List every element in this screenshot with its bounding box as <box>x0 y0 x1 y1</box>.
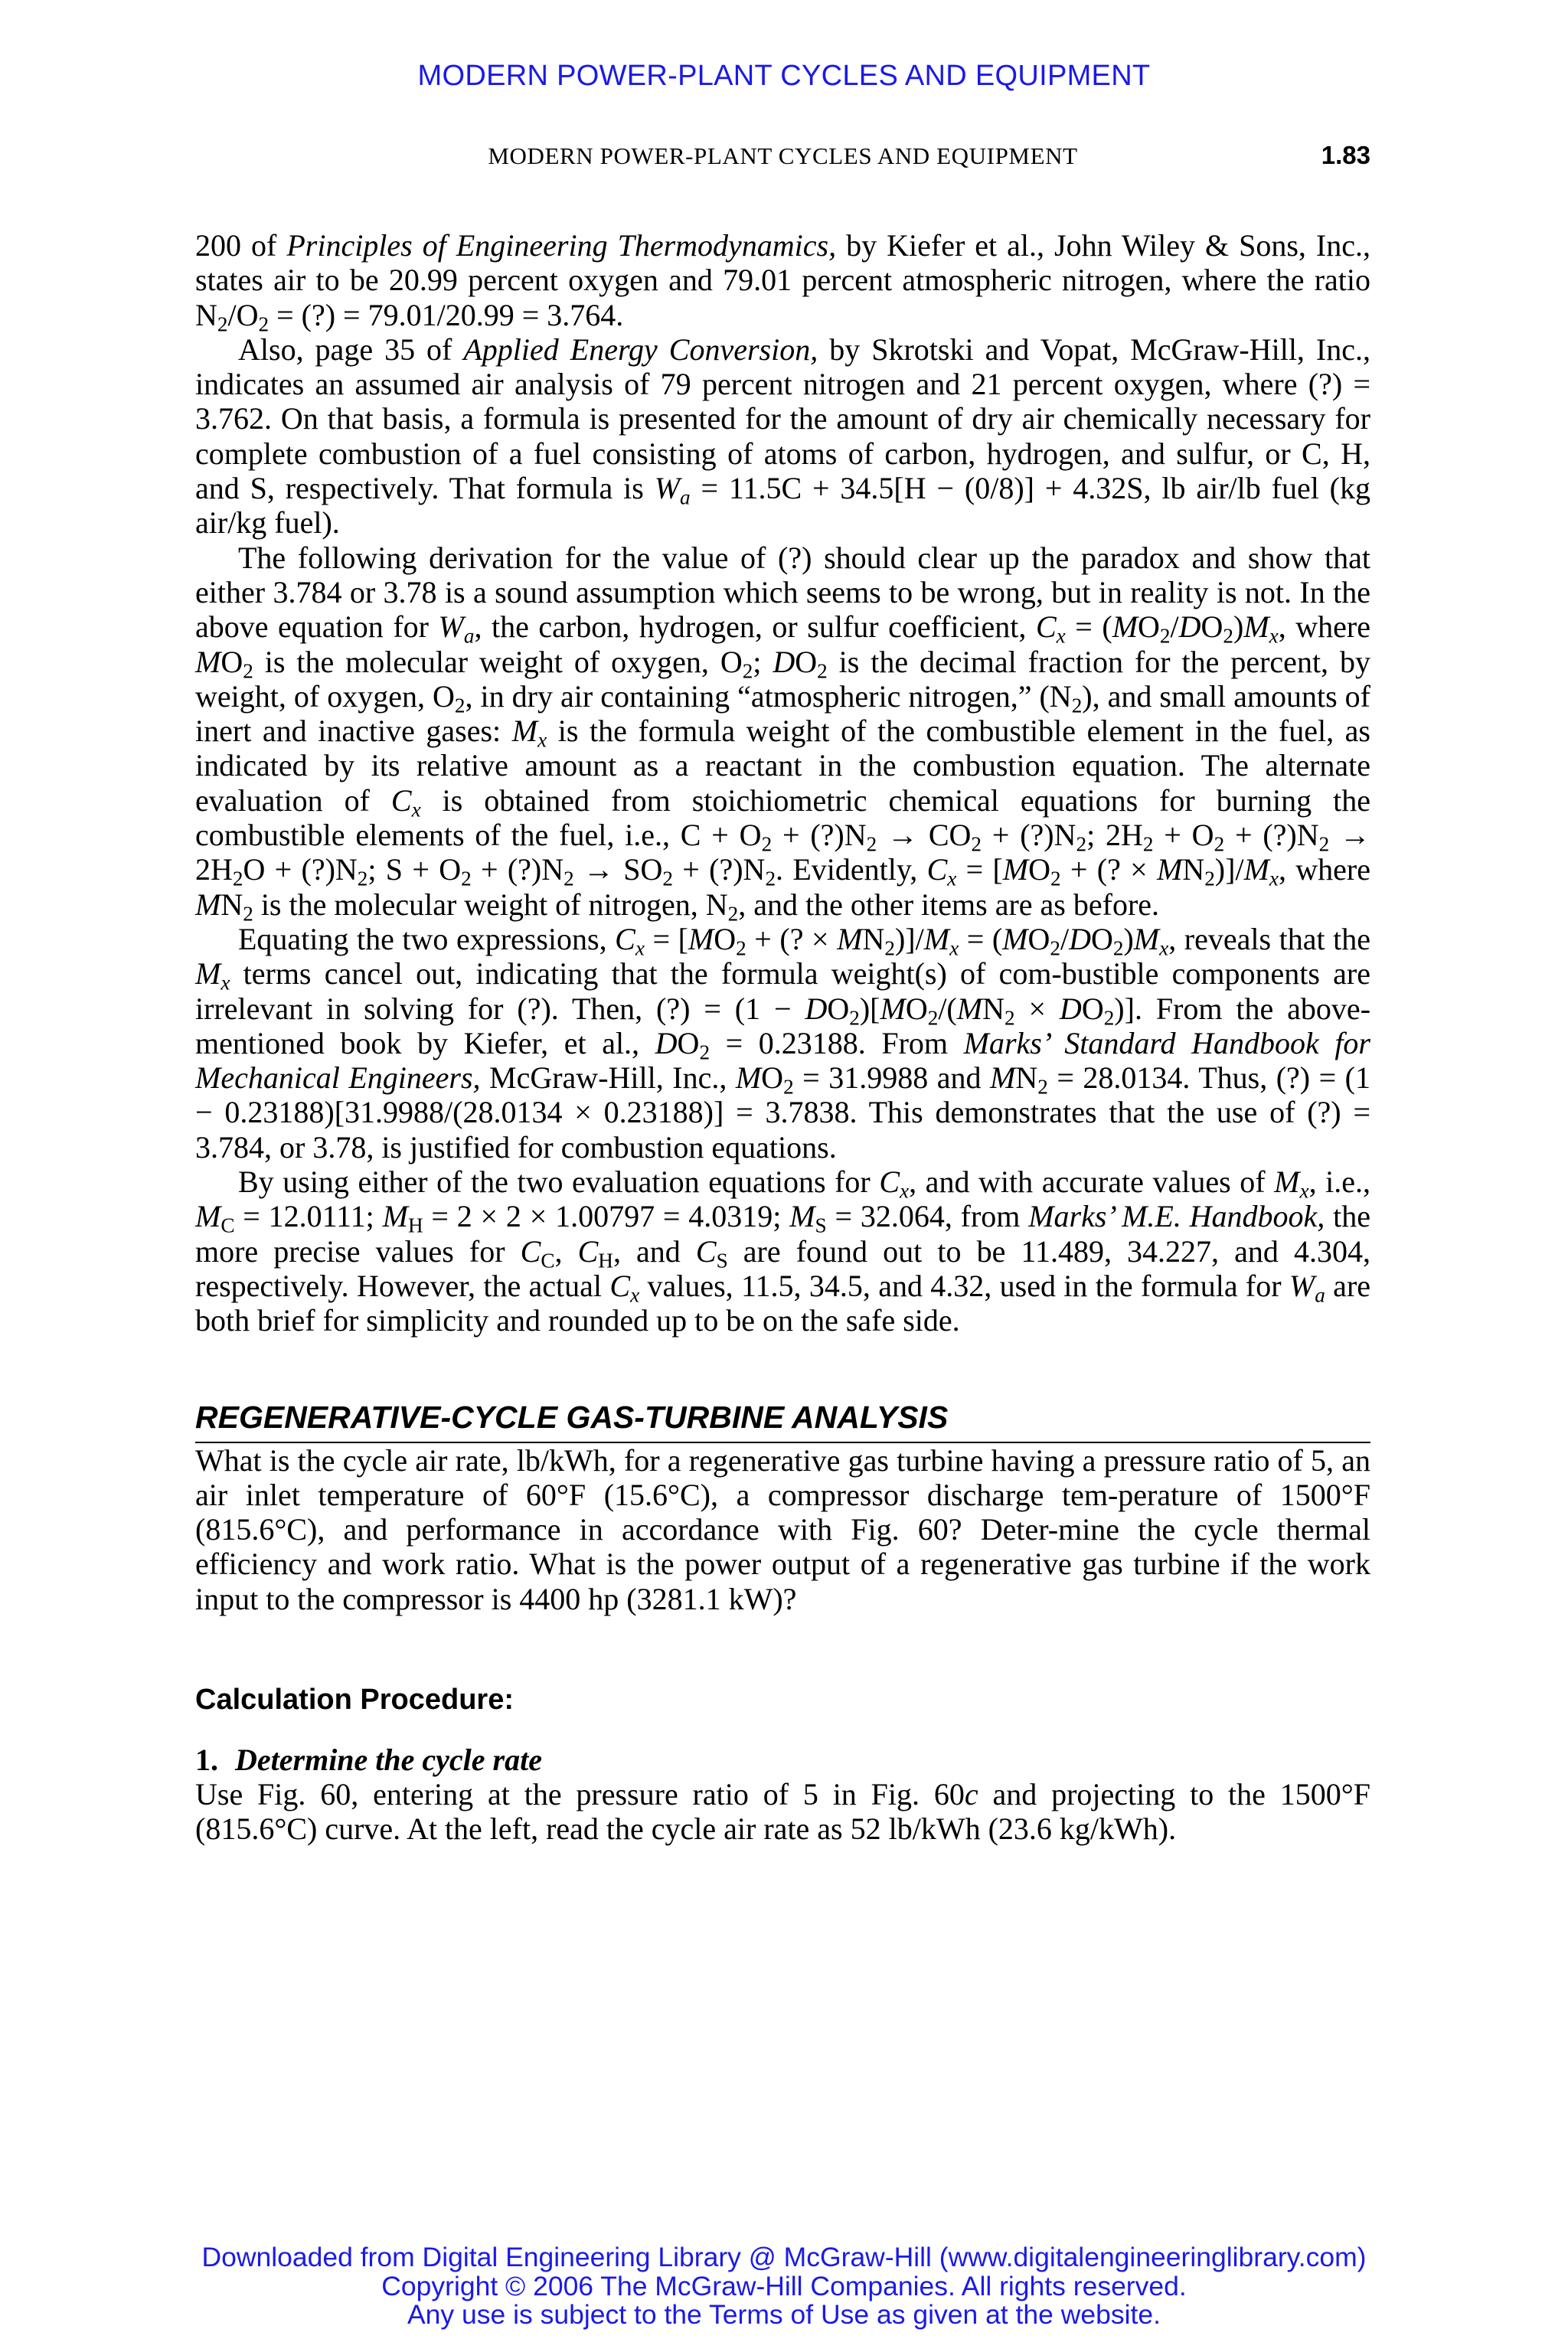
footer-terms-line: Any use is subject to the Terms of Use as given at the website. <box>407 2299 1161 2330</box>
problem-statement: What is the cycle air rate, lb/kWh, for a regenerative gas turbine having a pressure ratio of 5, an air inlet temperature of 60°F (15.6°C), a compressor discharge tem-perature of 1500°F (815.6°C), and performance in accordance with Fig. 60? Deter-mine the cycle thermal efficiency and work ratio. What is the power output of a regenerative gas turbine if the work input to the compressor is 4400 hp (3281.1 kW)? <box>195 1442 1370 1616</box>
paragraph-kiefer: 200 of Principles of Engineering Thermodynamics, by Kiefer et al., John Wiley & Sons, Inc., states air to be 20.99 percent oxygen and 79.01 percent atmospheric nitrogen, where the ratio $N_2/O_2$ = (?) = 79.01/20.99 = 3.764. <box>195 228 1370 336</box>
section-heading: REGENERATIVE-CYCLE GAS-TURBINE ANALYSIS <box>195 1400 1370 1443</box>
page-number: 1.83 <box>1321 141 1370 169</box>
step-heading <box>195 1743 1370 1777</box>
running-head-title: MODERN POWER-PLANT CYCLES AND EQUIPMENT <box>488 142 1078 169</box>
step-text: Use Fig. 60, entering at the pressure ratio of 5 in Fig. 60c and projecting to the 1500°F (815.6°C) curve. At the left, read the cycle air rate as 52 lb/kWh (23.6 kg/kWh). <box>195 1776 1370 1847</box>
source-banner: MODERN POWER-PLANT CYCLES AND EQUIPMENT <box>417 60 1151 92</box>
running-head <box>195 142 1370 178</box>
step-number: 1. <box>195 1742 218 1777</box>
step-title: Determine the cycle rate <box>235 1742 542 1777</box>
paragraph-derivation: The following derivation for the value of (?) should clear up the paradox and show that either 3.784 or 3.78 is a sound assumption which seems to be wrong, but in reality is not. In the above equation for $W_a$, the carbon, hydrogen, or sulfur coefficient, $C_x = (MO_2/DO_2)M_x$, where $MO_2$ is the molecular weight of oxygen, $O_2$; $DO_2$ is the decimal fraction for the percent, by weight, of oxygen, $O_2$, in dry air containing “atmospheric nitrogen,” $(N_2)$, and small amounts of inert and inactive gases: $M_x$ is the formula weight of the combustible element in the fuel, as indicated by its relative amount as a reactant in the combustion equation. The alternate evaluation of $C_x$ is obtained from stoichiometric chemical equations for burning the combustible elements of the fuel, i.e., $C + O_2$ + $(?)N_2 \to CO_2$ + $(?)N_2$; $2H_2 + O_2$ + $(?)N_2 \to 2H_2O$ + $(?)N_2$; $S + O_2$ + $(?)N_2 \to SO_2$ + $(?)N_2$. Evidently, $C_x = [MO_2$ + (? × $MN_2)]/M_x$, where $MN_2$ is the molecular weight of nitrogen, $N_2$, and the other items are as before. <box>195 540 1371 926</box>
paragraph-precise-values: By using either of the two evaluation equations for $C_x$, and with accurate values of $M_x$, i.e., $M_C = 12.0111$; $M_H = 2 \times 2 \times 1.00797 = 4.0319$; $M_S = 32.064$, from Marks’ M.E. Handbook, the more precise values for $C_C$, $C_H$, and $C_S$ are found out to be 11.489, 34.227, and 4.304, respectively. However, the actual $C_x$ values, 11.5, 34.5, and 4.32, used in the formula for $W_a$ are both brief for simplicity and rounded up to be on the safe side. <box>195 1165 1371 1338</box>
copyright-footer <box>0 2243 1568 2330</box>
paragraph-skrotski: Also, page 35 of Applied Energy Conversion, by Skrotski and Vopat, McGraw-Hill, Inc., indicates an assumed air analysis of 79 percent nitrogen and 21 percent oxygen, where (?) = 3.762. On that basis, a formula is presented for the amount of dry air chemically necessary for complete combustion of a fuel consisting of atoms of carbon, hydrogen, and sulfur, or C, H, and S, respectively. That formula is $W_a = 11.5C + 34.5[H - (0/8)] + 4.32S$, lb air/lb fuel (kg air/kg fuel). <box>195 332 1370 541</box>
calculation-procedure-heading: Calculation Procedure: <box>195 1683 514 1716</box>
footer-copyright-line: Copyright © 2006 The McGraw-Hill Companies. All rights reserved. <box>381 2270 1187 2301</box>
footer-download-line: Downloaded from Digital Engineering Library @ McGraw-Hill (www.digitalengineeringlibrary.com) <box>201 2242 1367 2272</box>
page-content <box>195 228 1370 1847</box>
paragraph-equating: Equating the two expressions, $C_x = [MO_2$ + (? × $MN_2)]/M_x = (MO_2/DO_2)M_x$, reveals that the $M_x$ terms cancel out, indicating that the formula weight(s) of com-bustible components are irrelevant in solving for (?). Then, (?) = $(1 - DO_2)[MO_2/(MN_2 \times DO_2)]$. From the above-mentioned book by Kiefer, et al., $DO_2 = 0.23188$. From Marks’ Standard Handbook for Mechanical Engineers, McGraw-Hill, Inc., $MO_2 = 31.9988$ and $MN_2 = 28.0134$. Thus, (?) = (1 − 0.23188)[31.9988/(28.0134 × 0.23188)] = 3.7838. This demonstrates that the use of (?) = 3.784, or 3.78, is justified for combustion equations. <box>195 921 1371 1165</box>
